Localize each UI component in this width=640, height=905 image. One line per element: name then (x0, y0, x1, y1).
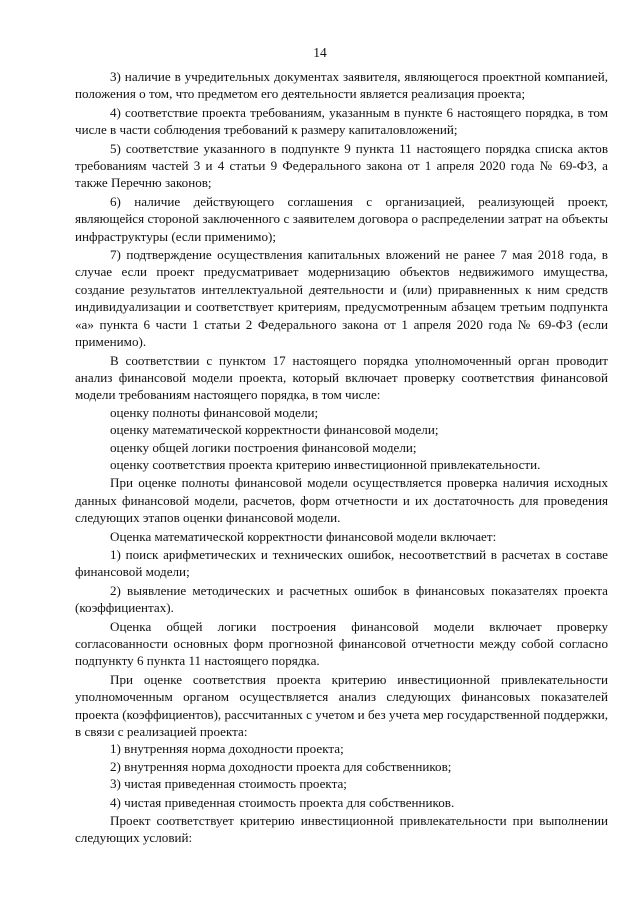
list-item: оценку полноты финансовой модели; (110, 404, 319, 420)
paragraph-item-7: 7) подтверждение осуществления капитальных вложений не ранее 7 мая 2018 года, в случае если проект предусматривает модернизацию объектов недвижимого имущества, создание результатов интеллектуальной деятельности и (или) приравненных к ним средств индивидуализации и соответствует критериям, предусмотренным абзацем третьим подпункта «а» пункта 6 части 1 статьи 2 Федерального закона от 1 апреля 2020 года № 69-ФЗ (если применимо). (75, 247, 608, 350)
paragraph-math-correctness: Оценка математической корректности финансовой модели включает: (110, 528, 497, 544)
paragraph-conditions: Проект соответствует критерию инвестиционной привлекательности при выполнении следующих условий: (75, 813, 608, 846)
paragraph-financial-model-analysis: В соответствии с пунктом 17 настоящего порядка уполномоченный орган проводит анализ финансовой модели проекта, который включает проверку соответствия финансовой модели требованиям настоящего порядка, в том числе: (75, 352, 608, 403)
paragraph-item-4: 4) соответствие проекта требованиям, указанным в пункте 6 настоящего порядка, в том числе в части соблюдения требований к размеру капиталовложений; (75, 104, 608, 138)
list-item: 2) выявление методических и расчетных ошибок в финансовых показателях проекта (коэффициентах). (75, 582, 608, 616)
paragraph-item-3: 3) наличие в учредительных документах заявителя, являющегося проектной компанией, положения о том, что предметом его деятельности является реализация проекта; (75, 69, 608, 102)
list-item: оценку общей логики построения финансовой модели; (110, 439, 417, 455)
document-body (75, 68, 608, 847)
paragraph-investment-criterion: При оценке соответствия проекта критерию инвестиционной привлекательности уполномоченным органом осуществляется анализ следующих финансовых показателей проекта (коэффициентов), рассчитанных с учетом и без учета мер государственной поддержки, в связи с реализацией проекта: (75, 671, 608, 740)
paragraph-item-5: 5) соответствие указанного в подпункте 9 пункта 11 настоящего порядка списка актов требованиям частей 3 и 4 статьи 9 Федерального закона от 1 апреля 2020 года № 69-ФЗ, а также Перечню законов; (75, 140, 608, 191)
list-item: 1) внутренняя норма доходности проекта; (110, 741, 344, 757)
page-number: 14 (313, 45, 327, 60)
list-item: 2) внутренняя норма доходности проекта для собственников; (110, 758, 452, 774)
list-item: оценку математической корректности финансовой модели; (110, 422, 439, 438)
paragraph-item-6: 6) наличие действующего соглашения с организацией, реализующей проект, являющейся стороной заключенного с заявителем договора о распределении затрат на объекты инфраструктуры (если применимо); (75, 193, 608, 244)
paragraph-completeness-check: При оценке полноты финансовой модели осуществляется проверка наличия исходных данных финансовой модели, расчетов, форм отчетности и их достаточность для проведения следующих этапов оценки финансовой модели. (75, 475, 608, 526)
list-item: 3) чистая приведенная стоимость проекта; (110, 776, 347, 792)
paragraph-general-logic: Оценка общей логики построения финансовой модели включает проверку согласованности основных форм прогнозной финансовой отчетности между собой согласно подпункту 6 пункта 11 настоящего порядка. (75, 618, 608, 669)
list-item: 4) чистая приведенная стоимость проекта для собственников. (110, 794, 455, 810)
list-item: 1) поиск арифметических и технических ошибок, несоответствий в расчетах в составе финансовой модели; (75, 546, 608, 580)
list-item: оценку соответствия проекта критерию инвестиционной привлекательности. (110, 456, 541, 472)
